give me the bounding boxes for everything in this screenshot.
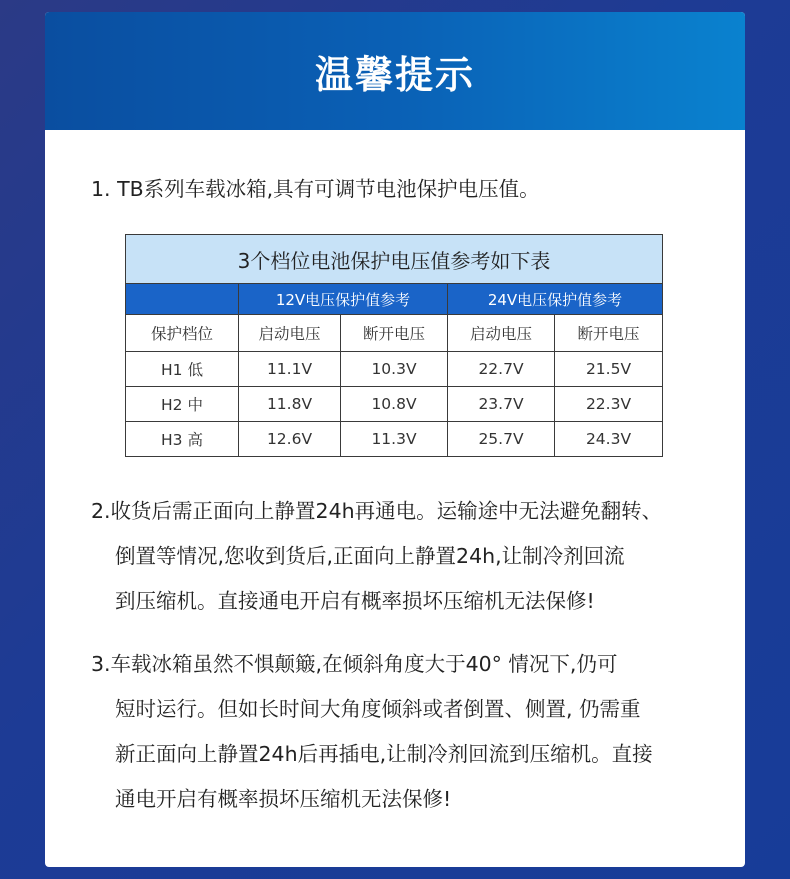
header-banner (45, 12, 745, 130)
note-2 (91, 489, 705, 624)
note-1 (91, 167, 705, 212)
table-cell: 23.7V (448, 387, 555, 422)
table-row (126, 422, 663, 457)
note-3-line: 新正面向上静置24h后再插电,让制冷剂回流到压缩机。直接 (115, 742, 653, 766)
note-2-line: 2.收货后需正面向上静置24h再通电。运输途中无法避免翻转、 (91, 499, 663, 523)
note-3 (91, 642, 705, 822)
table-group-24v: 24V电压保护值参考 (448, 284, 663, 315)
note-1-line: 1. TB系列车载冰箱,具有可调节电池保护电压值。 (91, 177, 540, 201)
note-2-line: 到压缩机。直接通电开启有概率损坏压缩机无法保修! (115, 589, 595, 613)
table-cell: 25.7V (448, 422, 555, 457)
table-cell: H2 中 (126, 387, 239, 422)
table-cell: 10.3V (341, 352, 448, 387)
table-cell: H3 高 (126, 422, 239, 457)
table-cell: 24.3V (555, 422, 663, 457)
table-cell: H1 低 (126, 352, 239, 387)
table-cell: 22.3V (555, 387, 663, 422)
table-cell: 11.8V (239, 387, 341, 422)
note-2-line: 倒置等情况,您收到货后,正面向上静置24h,让制冷剂回流 (115, 544, 625, 568)
column-header: 断开电压 (555, 315, 663, 352)
table-cell: 21.5V (555, 352, 663, 387)
table-cell: 12.6V (239, 422, 341, 457)
table-cell: 11.1V (239, 352, 341, 387)
note-3-line: 短时运行。但如长时间大角度倾斜或者倒置、侧置, 仍需重 (115, 697, 641, 721)
page-title: 温馨提示 (314, 52, 475, 97)
table-cell: 22.7V (448, 352, 555, 387)
table-group-12v: 12V电压保护值参考 (239, 284, 448, 315)
table-row (126, 352, 663, 387)
note-3-line: 通电开启有概率损坏压缩机无法保修! (115, 787, 452, 811)
table-cell: 10.8V (341, 387, 448, 422)
note-3-line: 3.车载冰箱虽然不惧颠簸,在倾斜角度大于40° 情况下,仍可 (91, 652, 618, 676)
column-header: 断开电压 (341, 315, 448, 352)
column-header: 启动电压 (239, 315, 341, 352)
tips-card (45, 12, 745, 867)
column-header: 保护档位 (126, 315, 239, 352)
column-header: 启动电压 (448, 315, 555, 352)
table-group-blank (126, 284, 239, 315)
table-cell: 11.3V (341, 422, 448, 457)
table-row (126, 387, 663, 422)
voltage-table (125, 234, 663, 457)
table-caption: 3个档位电池保护电压值参考如下表 (126, 235, 663, 284)
